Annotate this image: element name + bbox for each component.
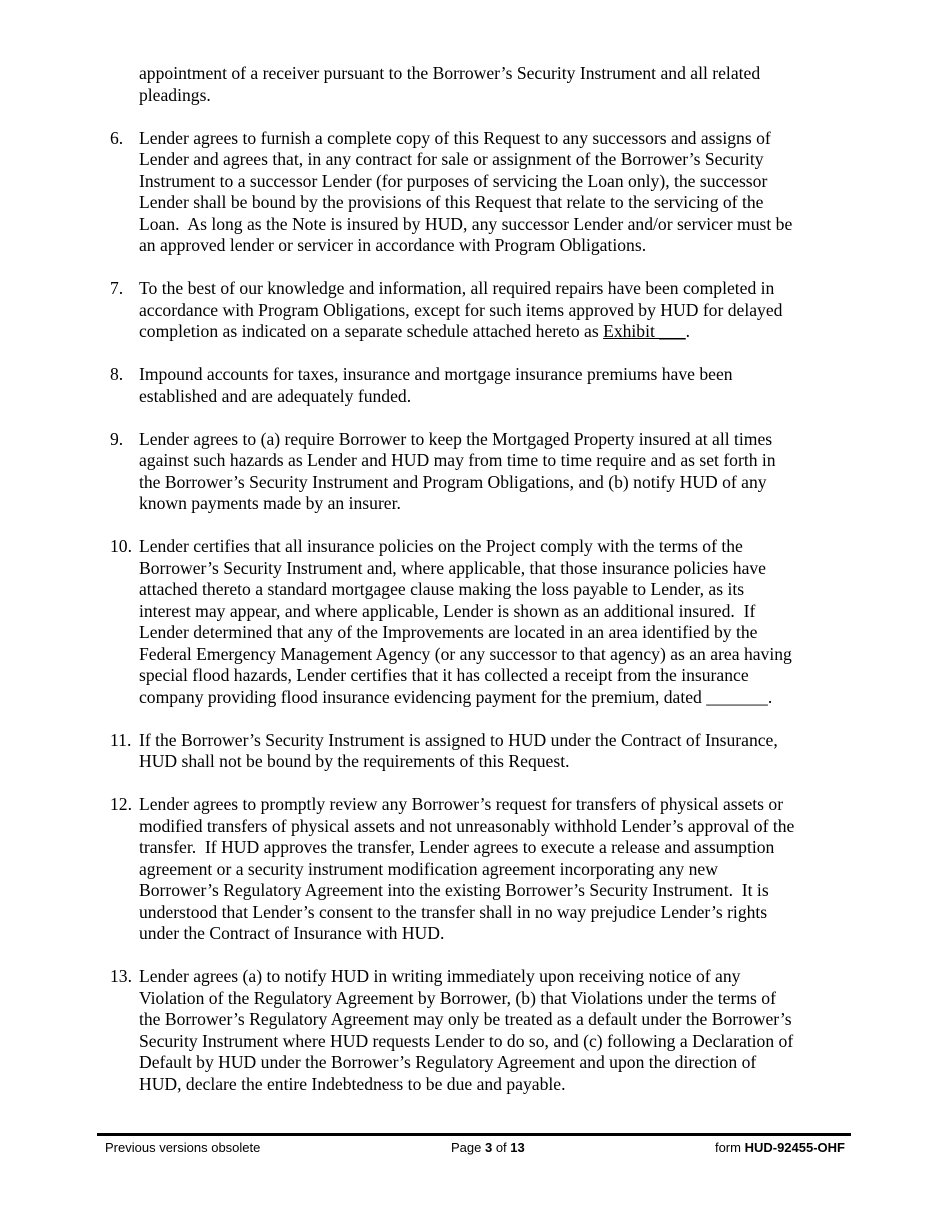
form-label: form: [714, 1140, 745, 1155]
item-number: 8.: [110, 364, 124, 384]
text-line: Borrower’s Security Instrument and, where applicable, that those insurance policies have: [139, 557, 766, 578]
text-line: Lender shall be bound by the provisions of this Request that relate to the servicing of the: [139, 192, 764, 212]
text-line: transfer. If HUD approves the transfer, Lender agrees to execute a release and assumption: [139, 837, 775, 857]
footer-form-number: [715, 1140, 845, 1155]
footer-page-number: [451, 1140, 525, 1155]
text-line: Lender agrees to (a) require Borrower to keep the Mortgaged Property insured at all times: [139, 428, 773, 449]
text-segment: .: [685, 321, 691, 341]
list-item: [110, 536, 850, 708]
text-line: an approved lender or servicer in accordance with Program Obligations.: [139, 235, 647, 255]
text-line: modified transfers of physical assets and not unreasonably withhold Lender’s approval of the: [139, 815, 795, 836]
text-line: HUD, declare the entire Indebtedness to be due and payable.: [139, 1073, 566, 1094]
text-line: understood that Lender’s consent to the transfer shall in no way prejudice Lender’s rights: [139, 901, 768, 922]
page-footer: [97, 1133, 851, 1156]
item-number: 11.: [110, 729, 132, 750]
list-item: [110, 730, 850, 773]
text-line: Impound accounts for taxes, insurance and mortgage insurance premiums have been: [139, 364, 733, 384]
text-line: pleadings.: [139, 84, 211, 105]
text-line: Lender certifies that all insurance policies on the Project comply with the terms of the: [139, 536, 743, 556]
item-number: 13.: [110, 966, 132, 986]
footer-obsolete-note: Previous versions obsolete: [105, 1140, 261, 1155]
text-line: Lender determined that any of the Improvements are located in an area identified by the: [139, 622, 758, 642]
text-segment: completion as indicated on a separate schedule attached hereto as: [139, 321, 604, 341]
text-line: under the Contract of Insurance with HUD.: [139, 923, 445, 943]
text-line: Instrument to a successor Lender (for purposes of servicing the Loan only), the successor: [139, 170, 768, 191]
list-item: [110, 128, 850, 257]
intro-paragraph: [110, 63, 850, 106]
text-line: known payments made by an insurer.: [139, 493, 401, 513]
item-number: 12.: [110, 794, 132, 814]
page-of-label: of: [492, 1140, 511, 1155]
text-line: Violation of the Regulatory Agreement by Borrower, (b) that Violations under the terms of: [139, 987, 776, 1008]
text-line: special flood hazards, Lender certifies that it has collected a receipt from the insurance: [139, 665, 749, 685]
page-label: Page: [451, 1140, 485, 1155]
text-line: interest may appear, and where applicable, Lender is shown as an additional insured. If: [139, 600, 756, 621]
text-line: To the best of our knowledge and information, all required repairs have been completed in: [139, 278, 775, 298]
list-item: [110, 278, 850, 343]
text-line: HUD shall not be bound by the requirements of this Request.: [139, 751, 570, 771]
text-line: established and are adequately funded.: [139, 385, 412, 406]
text-line: appointment of a receiver pursuant to the Borrower’s Security Instrument and all related: [139, 63, 761, 83]
text-line: the Borrower’s Security Instrument and Program Obligations, and (b) notify HUD of any: [139, 471, 767, 492]
text-line: Security Instrument where HUD requests Lender to do so, and (c) following a Declaration of: [139, 1030, 794, 1051]
list-item: [110, 429, 850, 515]
text-line: [139, 321, 850, 343]
list-item: [110, 794, 850, 945]
text-line: Borrower’s Regulatory Agreement into the existing Borrower’s Security Instrument. It is: [139, 880, 769, 900]
text-line: company providing flood insurance evidencing payment for the premium, dated _______.: [139, 686, 773, 707]
total-pages: 13: [510, 1140, 525, 1155]
text-line: agreement or a security instrument modification agreement incorporating any new: [139, 858, 718, 879]
text-line: accordance with Program Obligations, except for such items approved by HUD for delayed: [139, 299, 783, 320]
form-id: HUD-92455-OHF: [744, 1140, 845, 1155]
text-line: Lender agrees to promptly review any Borrower’s request for transfers of physical assets or: [139, 794, 784, 814]
text-line: the Borrower’s Regulatory Agreement may only be treated as a default under the Borrower’s: [139, 1009, 792, 1029]
text-line: Loan. As long as the Note is insured by HUD, any successor Lender and/or servicer must be: [139, 213, 793, 234]
list-item: [110, 966, 850, 1095]
document-body: [110, 63, 850, 1117]
item-number: 6.: [110, 127, 124, 148]
exhibit-blank: Exhibit ___: [603, 321, 686, 341]
item-number: 9.: [110, 428, 124, 449]
numbered-list: [110, 128, 850, 1096]
item-number: 7.: [110, 278, 124, 298]
current-page: 3: [484, 1140, 493, 1155]
text-line: Federal Emergency Management Agency (or any successor to that agency) as an area having: [139, 643, 792, 664]
text-line: Lender agrees to furnish a complete copy of this Request to any successors and assigns of: [139, 127, 771, 148]
text-line: Lender and agrees that, in any contract for sale or assignment of the Borrower’s Security: [139, 149, 764, 169]
text-line: attached thereto a standard mortgagee clause making the loss payable to Lender, as its: [139, 579, 745, 599]
item-number: 10.: [110, 536, 132, 556]
text-line: Default by HUD under the Borrower’s Regulatory Agreement and upon the direction of: [139, 1052, 757, 1072]
list-item: [110, 364, 850, 407]
text-line: If the Borrower’s Security Instrument is assigned to HUD under the Contract of Insurance,: [139, 729, 778, 750]
text-line: Lender agrees (a) to notify HUD in writing immediately upon receiving notice of any: [139, 966, 741, 986]
text-line: against such hazards as Lender and HUD may from time to time require and as set forth in: [139, 450, 776, 470]
